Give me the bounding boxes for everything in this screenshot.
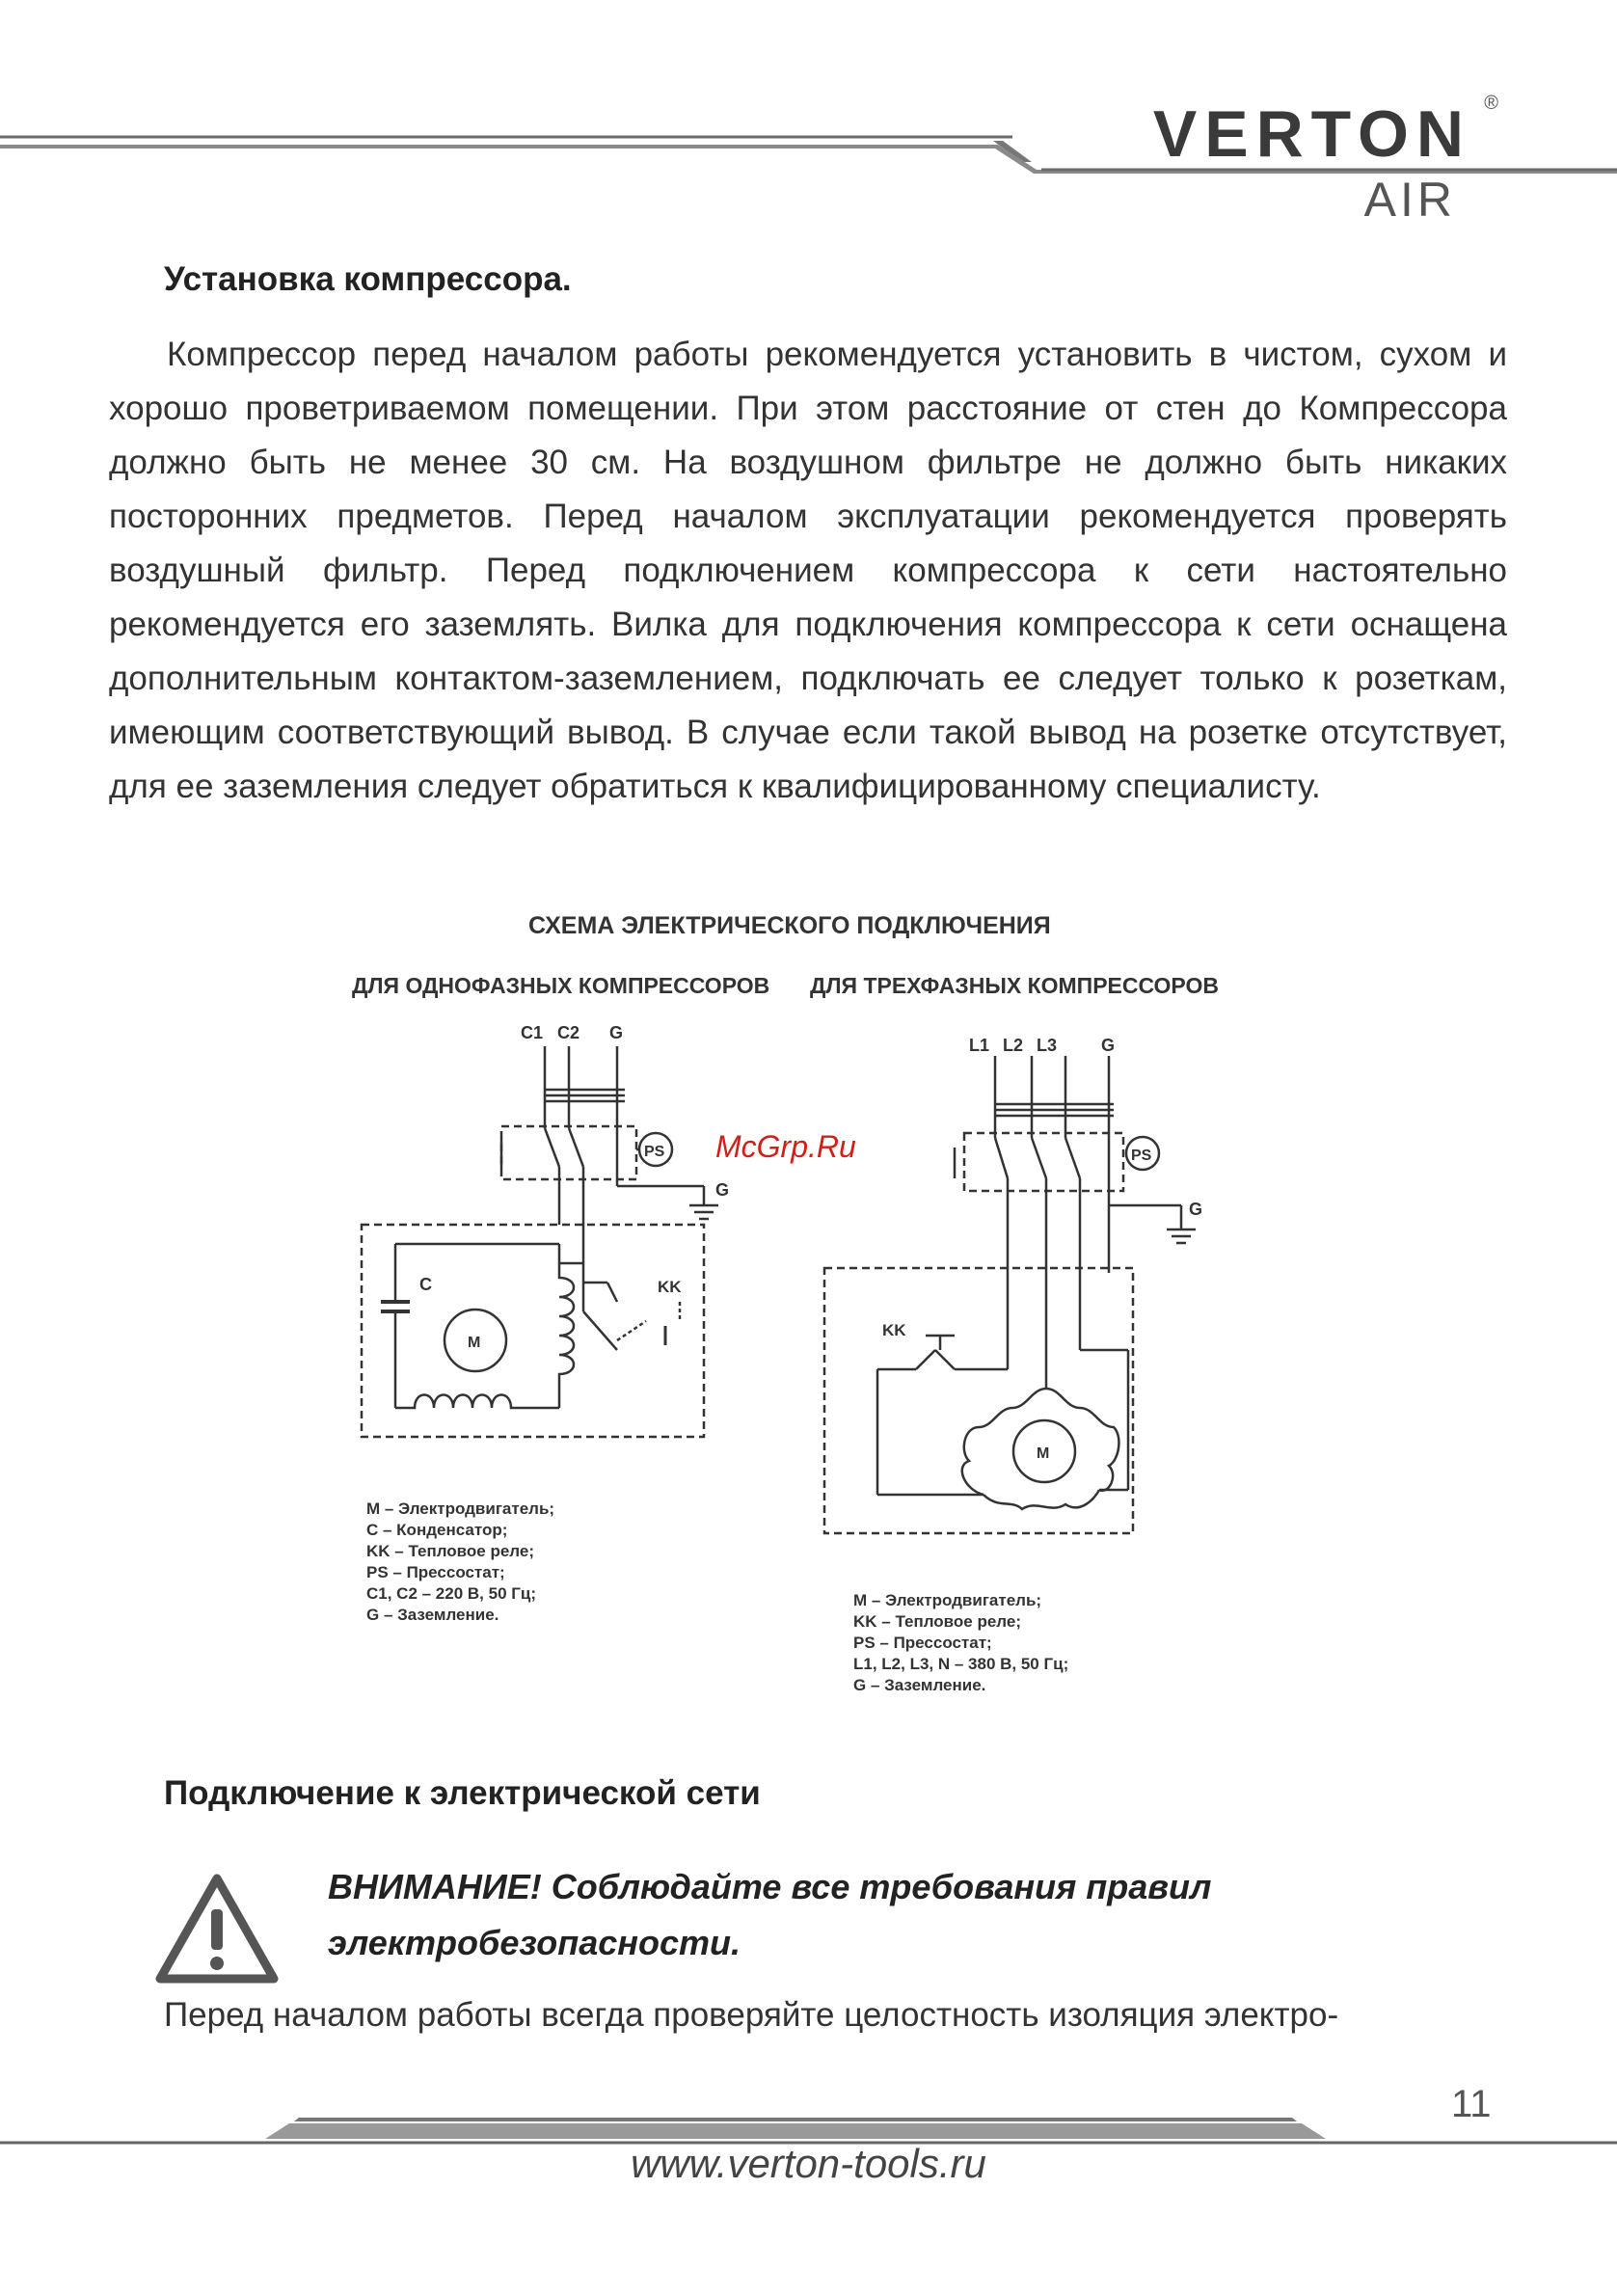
capacitor-label: C [419,1275,432,1294]
legend-item: L1, L2, L3, N – 380 В, 50 Гц; [853,1655,1069,1673]
three-phase-heading: ДЛЯ ТРЕХФАЗНЫХ КОМПРЕССОРОВ [810,973,1219,998]
warning-message [328,1859,1388,1971]
registered-mark: ® [1484,93,1498,114]
watermark: McGrp.Ru [715,1129,856,1164]
section-title-electrical: Подключение к электрической сети [164,1774,761,1812]
single-phase-circuit [362,1023,729,1437]
terminal-c1: C1 [521,1023,544,1042]
legend-item: M – Электродвигатель; [853,1591,1042,1609]
motor-label-3: M [1037,1445,1050,1462]
page-number: 11 [1451,2083,1492,2125]
single-phase-heading: ДЛЯ ОДНОФАЗНЫХ КОМПРЕССОРОВ [352,973,770,998]
continued-paragraph: Перед началом работы всегда проверяйте целостность изоляция электро- [164,1996,1339,2034]
installation-paragraph-text: Компрессор перед началом работы рекомендуется установить в чистом, сухом и хорошо проветриваемом помещении. При этом расстояние от стен до Компрессора должно быть не менее 30 см. На воздушном фильтре не должно быть никаких посторонних предметов. Перед началом эксплуатации рекомендуется проверять воздушный фильтр. Перед подключением компрессора к сети настоятельно рекомендуется его заземлять. Вилка для подключения компрессора к сети оснащена дополнительным контактом-заземлением, подключать ее следует только к розеткам, имеющим соответствующий вывод. В случае если такой вывод на розетке отсутствует, для ее заземления следует обратиться к квалифицированному специалисту. [109,336,1507,805]
ground-label-3: G [1189,1200,1203,1219]
website-link[interactable]: www.verton-tools.ru [631,2141,986,2186]
ps-label-3: PS [1131,1148,1152,1164]
terminal-l2: L2 [1003,1036,1024,1055]
relay-label: KK [658,1278,682,1296]
terminal-l3: L3 [1037,1036,1058,1055]
single-phase-legend [366,1499,554,1624]
legend-item: G – Заземление. [853,1676,986,1694]
warning-line-2: электробезопасности. [328,1923,741,1962]
installation-paragraph [109,328,1507,814]
legend-item: KK – Тепловое реле; [366,1542,534,1560]
legend-item: KK – Тепловое реле; [853,1612,1021,1631]
ground-label: G [715,1180,730,1200]
motor-label: M [468,1335,481,1351]
three-phase-circuit [824,1036,1202,1533]
wiring-diagram [328,897,1292,1716]
legend-item: PS – Прессостат; [853,1634,992,1652]
terminal-g3: G [1101,1036,1116,1055]
terminal-l1: L1 [969,1036,990,1055]
legend-item: G – Заземление. [366,1606,499,1624]
relay-label-3: KK [882,1321,906,1339]
sub-brand: AIR [1363,173,1456,227]
diagram-title: СХЕМА ЭЛЕКТРИЧЕСКОГО ПОДКЛЮЧЕНИЯ [528,912,1051,939]
legend-item: PS – Прессостат; [366,1563,505,1581]
terminal-c2: C2 [557,1023,580,1042]
legend-item: M – Электродвигатель; [366,1499,555,1518]
section-title-installation: Установка компрессора. [164,260,572,298]
three-phase-legend [853,1591,1068,1694]
warning-line-1: ВНИМАНИЕ! Соблюдайте все требования правил [328,1867,1212,1906]
legend-item: C – Конденсатор; [366,1521,508,1539]
ps-label: PS [644,1144,665,1160]
brand-name: VERTON [1152,97,1471,171]
brand-logo [1118,93,1552,227]
warning-icon [154,1871,280,1986]
legend-item: C1, C2 – 220 В, 50 Гц; [366,1584,537,1603]
terminal-g: G [609,1023,624,1042]
